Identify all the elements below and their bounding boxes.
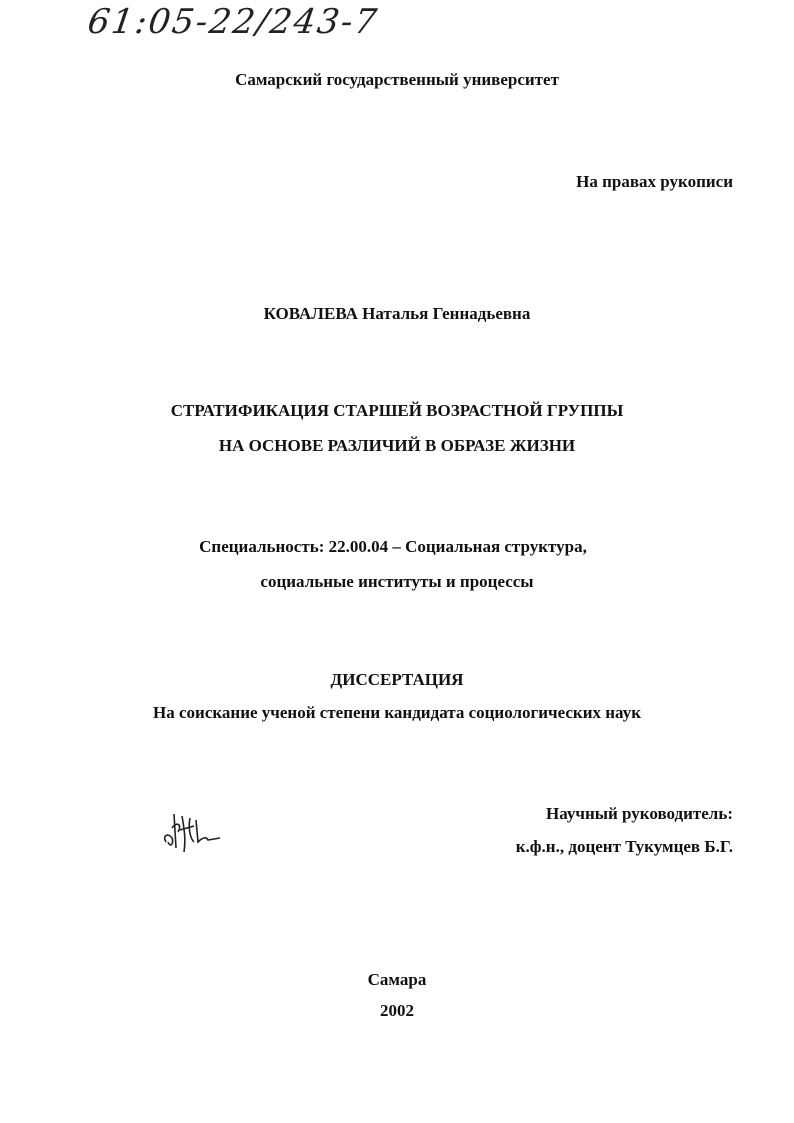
specialty-line-1: Специальность: 22.00.04 – Социальная структура, (199, 537, 587, 556)
specialty-line-2: социальные институты и процессы (260, 572, 534, 591)
university-name: Самарский государственный университет (235, 70, 559, 89)
advisor-name: к.ф.н., доцент Тукумцев Б.Г. (515, 837, 733, 856)
title-line-2: НА ОСНОВЕ РАЗЛИЧИЙ В ОБРАЗЕ ЖИЗНИ (218, 436, 576, 455)
title-line-1: СТРАТИФИКАЦИЯ СТАРШЕЙ ВОЗРАСТНОЙ ГРУППЫ (170, 401, 624, 420)
year: 2002 (380, 1001, 414, 1020)
degree-line: На соискание ученой степени кандидата социологических наук (153, 703, 641, 722)
document-type: ДИССЕРТАЦИЯ (330, 670, 464, 689)
handwritten-archive-code: 61:05-22/243-7 (85, 2, 382, 42)
signature (160, 808, 224, 856)
advisor-label: Научный руководитель: (546, 804, 733, 823)
author-name: КОВАЛЕВА Наталья Геннадьевна (263, 304, 531, 323)
manuscript-note: На правах рукописи (576, 172, 733, 191)
city: Самара (367, 970, 427, 989)
